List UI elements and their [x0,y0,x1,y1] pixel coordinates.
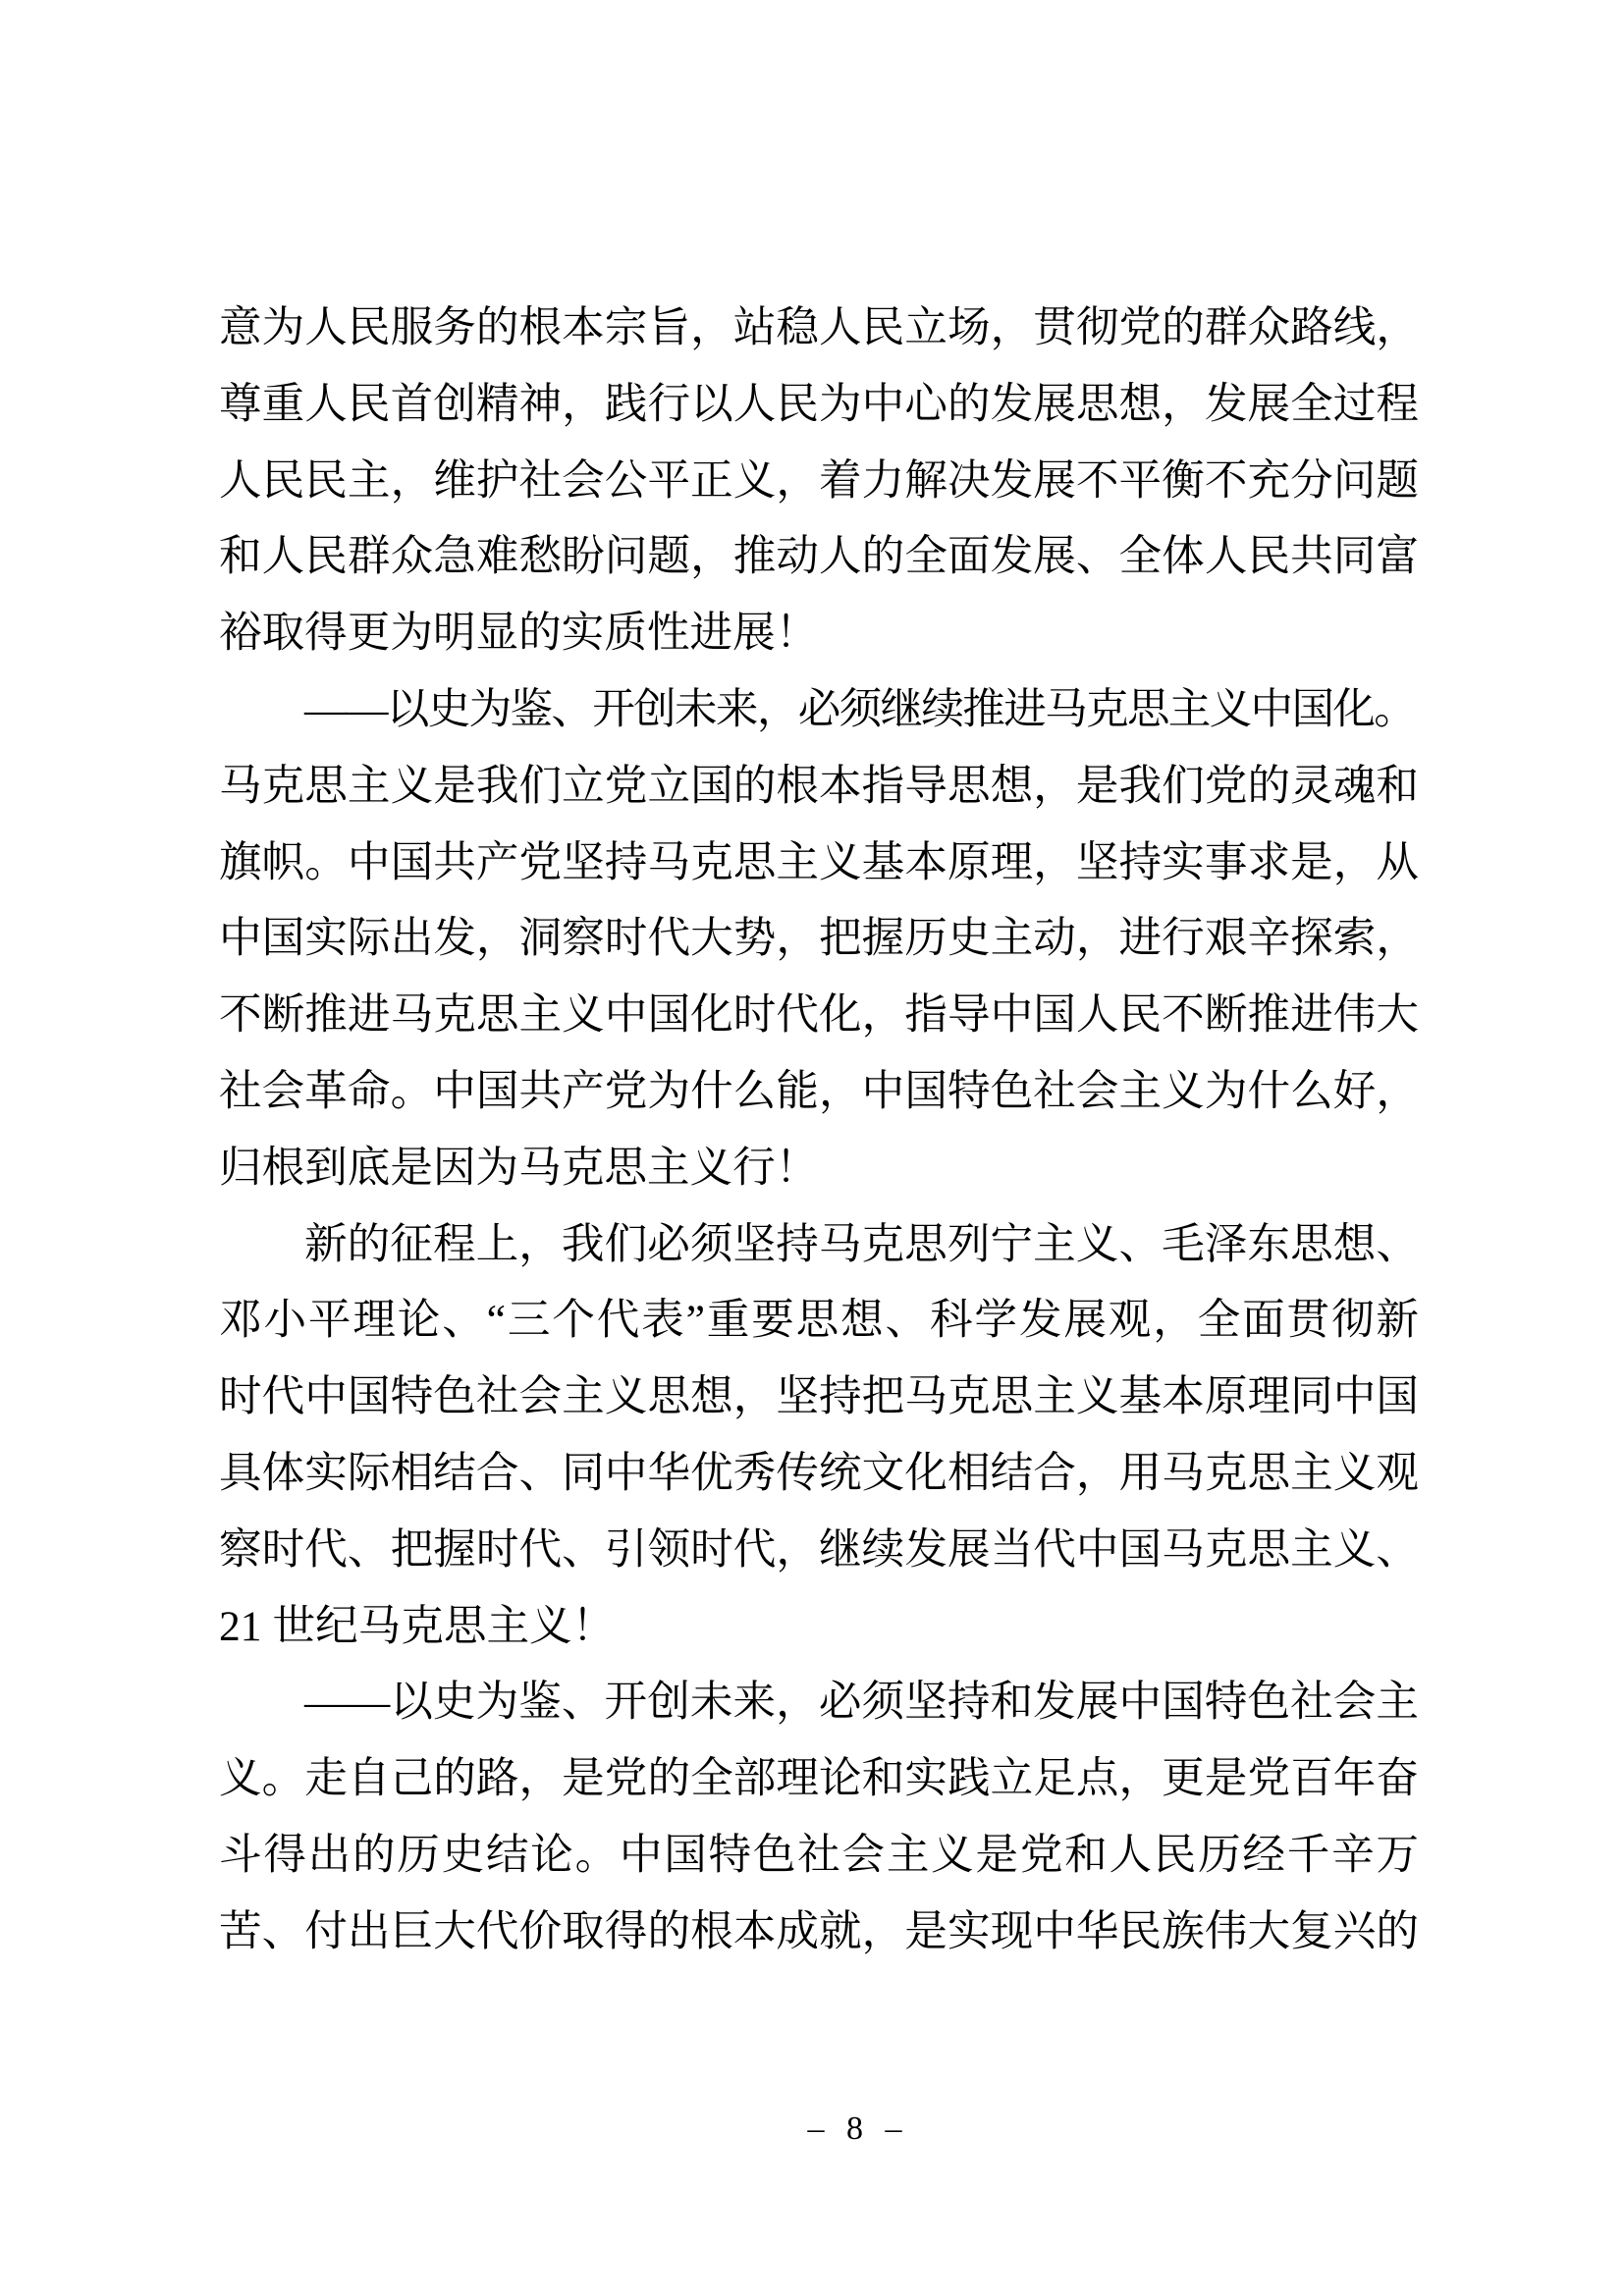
body-line: 邓小平理论、“三个代表”重要思想、科学发展观，全面贯彻新 [219,1297,1419,1345]
body-line: 旗帜。中国共产党坚持马克思主义基本原理，坚持实事求是，从 [219,838,1419,886]
body-line: 裕取得更为明显的实质性进展！ [219,610,819,658]
body-text-block [219,291,1419,1971]
body-line: ——以史为鉴、开创未来，必须坚持和发展中国特色社会主 [304,1679,1419,1727]
body-line: 察时代、把握时代、引领时代，继续发展当代中国马克思主义、 [219,1525,1419,1574]
body-line: 尊重人民首创精神，践行以人民为中心的发展思想，发展全过程 [219,380,1419,428]
body-line: ——以史为鉴、开创未来，必须继续推进马克思主义中国化。 [304,685,1416,733]
body-line: 不断推进马克思主义中国化时代化，指导中国人民不断推进伟大 [219,991,1419,1040]
body-line: 苦、付出巨大代价取得的根本成就，是实现中华民族伟大复兴的 [219,1907,1419,1955]
body-line: 斗得出的历史结论。中国特色社会主义是党和人民历经千辛万 [219,1831,1419,1879]
body-line: 和人民群众急难愁盼问题，推动人的全面发展、全体人民共同富 [219,533,1419,581]
body-line: 马克思主义是我们立党立国的根本指导思想，是我们党的灵魂和 [219,762,1419,810]
body-line: 人民民主，维护社会公平正义，着力解决发展不平衡不充分问题 [219,456,1419,505]
page-number: – 8 – [807,2110,909,2147]
body-line: 中国实际出发，洞察时代大势，把握历史主动，进行艰辛探索， [219,915,1419,963]
body-line: 新的征程上，我们必须坚持马克思列宁主义、毛泽东思想、 [304,1220,1419,1268]
body-line: 归根到底是因为马克思主义行！ [219,1144,819,1192]
body-line: 意为人民服务的根本宗旨，站稳人民立场，贯彻党的群众路线， [219,304,1419,351]
body-line: 21 世纪马克思主义！ [219,1602,616,1650]
body-line: 时代中国特色社会主义思想，坚持把马克思主义基本原理同中国 [219,1373,1419,1421]
body-line: 义。走自己的路，是党的全部理论和实践立足点，更是党百年奋 [219,1755,1419,1803]
body-line: 社会革命。中国共产党为什么能，中国特色社会主义为什么好， [219,1067,1419,1115]
body-line: 具体实际相结合、同中华优秀传统文化相结合，用马克思主义观 [219,1449,1419,1497]
